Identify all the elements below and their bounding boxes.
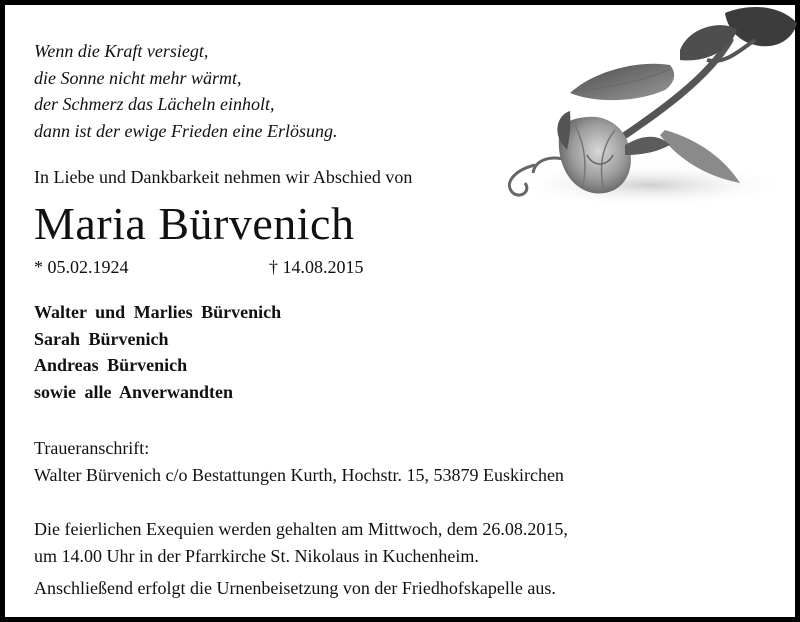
birth-date: * 05.02.1924 [34,257,129,277]
service-info [34,516,568,602]
service-line: um 14.00 Uhr in der Pfarrkirche St. Nikolaus in Kuchenheim. [34,546,479,566]
service-line: Die feierlichen Exequien werden gehalten am Mittwoch, dem 26.08.2015, [34,519,568,539]
deceased-name: Maria Bürvenich [34,198,355,249]
mourners-list [34,299,281,405]
poem-line: Wenn die Kraft versiegt, [34,41,209,61]
address-label: Traueranschrift: [34,438,150,458]
mourning-address [34,435,564,489]
poem-line: die Sonne nicht mehr wärmt, [34,67,242,88]
mourner-name: Walter und Marlies Bürvenich [34,302,282,322]
mourner-name: Andreas Bürvenich [34,355,188,375]
mourner-name: Sarah Bürvenich [34,328,169,349]
poem-line: der Schmerz das Lächeln einholt, [34,94,275,114]
death-date: † 14.08.2015 [269,257,364,277]
intro-text: In Liebe und Dankbarkeit nehmen wir Abschied von [34,167,413,187]
mourner-name: sowie alle Anverwandten [34,381,233,402]
address-line: Walter Bürvenich c/o Bestattungen Kurth, Hochstr. 15, 53879 Euskirchen [34,465,564,485]
poem-line: dann ist der ewige Frieden eine Erlösung. [34,120,338,141]
service-line: Anschließend erfolgt die Urnenbeisetzung von der Friedhofskapelle aus. [34,578,556,598]
poem [34,38,337,144]
rose-icon [475,5,800,220]
